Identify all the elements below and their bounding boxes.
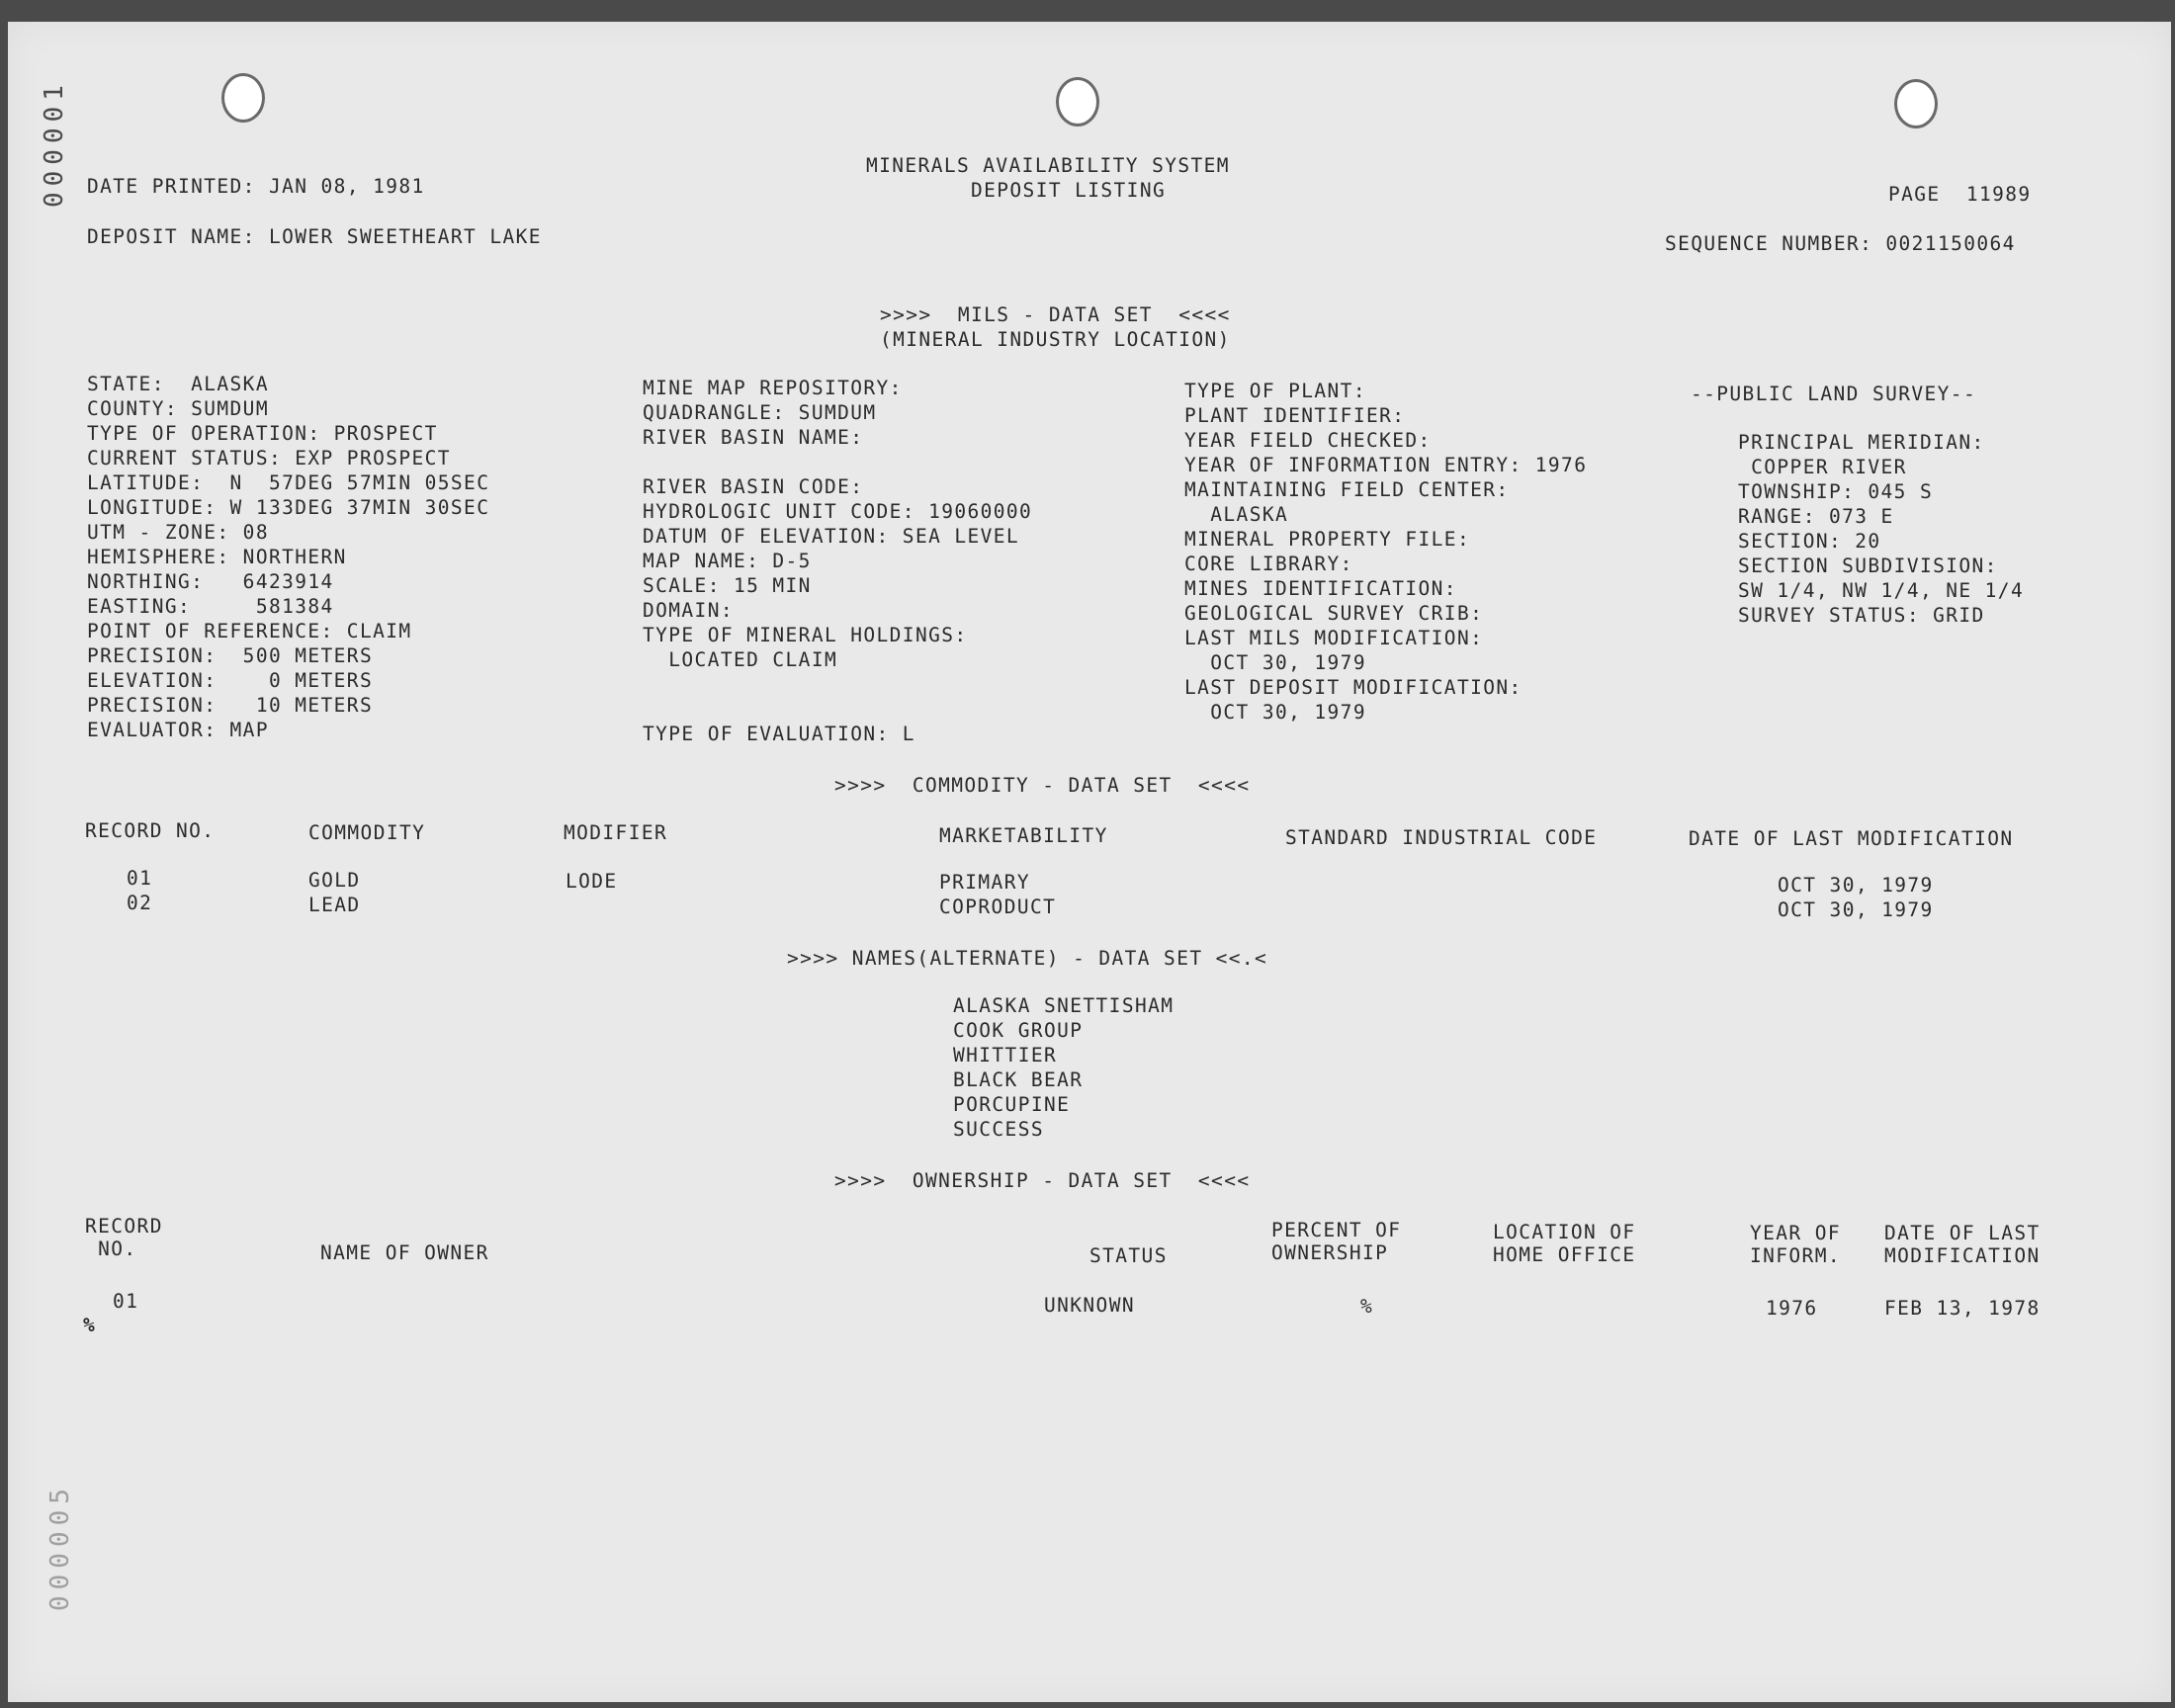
field-type-of-operation: TYPE OF OPERATION: PROSPECT bbox=[87, 422, 438, 445]
list-item: WHITTIER bbox=[953, 1044, 1058, 1067]
commodity-header-record-no: RECORD NO. bbox=[85, 819, 216, 842]
field-year-field-checked: YEAR FIELD CHECKED: bbox=[1184, 429, 1432, 452]
commodity-record-no: 02 bbox=[127, 892, 153, 914]
commodity-header-commodity: COMMODITY bbox=[308, 821, 426, 844]
document-page bbox=[8, 22, 2171, 1702]
system-title: MINERALS AVAILABILITY SYSTEM bbox=[866, 154, 1230, 177]
list-item: PORCUPINE bbox=[953, 1093, 1071, 1116]
ownership-header-date bbox=[1884, 1222, 2041, 1267]
list-item: SUCCESS bbox=[953, 1118, 1044, 1141]
header-line: YEAR OF bbox=[1750, 1222, 1841, 1244]
ownership-percent: % bbox=[1360, 1295, 1374, 1318]
commodity-header-date: DATE OF LAST MODIFICATION bbox=[1689, 827, 2014, 850]
field-evaluator: EVALUATOR: MAP bbox=[87, 719, 269, 741]
field-domain: DOMAIN: bbox=[643, 599, 734, 622]
field-year-of-information-entry: YEAR OF INFORMATION ENTRY: 1976 bbox=[1184, 454, 1588, 476]
blank-line bbox=[643, 450, 1032, 474]
mils-section-subtitle: (MINERAL INDUSTRY LOCATION) bbox=[880, 328, 1231, 351]
field-mine-map-repository: MINE MAP REPOSITORY: bbox=[643, 377, 903, 399]
field-type-of-evaluation: TYPE OF EVALUATION: L bbox=[643, 723, 915, 745]
field-river-basin-code: RIVER BASIN CODE: bbox=[643, 475, 864, 498]
field-point-of-reference: POINT OF REFERENCE: CLAIM bbox=[87, 620, 412, 642]
commodity-date: OCT 30, 1979 bbox=[1778, 898, 1934, 921]
field-county: COUNTY: SUMDUM bbox=[87, 397, 269, 420]
field-last-deposit-modification: LAST DEPOSIT MODIFICATION: bbox=[1184, 676, 1522, 699]
commodity-marketability: COPRODUCT bbox=[939, 896, 1057, 918]
field-principal-meridian: PRINCIPAL MERIDIAN: bbox=[1738, 431, 1985, 454]
commodity-modifier: LODE bbox=[566, 870, 618, 893]
mils-location-column bbox=[87, 372, 489, 742]
sequence-number: SEQUENCE NUMBER: 0021150064 bbox=[1665, 232, 2016, 255]
field-mines-identification: MINES IDENTIFICATION: bbox=[1184, 577, 1457, 600]
field-longitude: LONGITUDE: W 133DEG 37MIN 30SEC bbox=[87, 496, 490, 519]
field-maintaining-field-center: MAINTAINING FIELD CENTER: bbox=[1184, 478, 1510, 501]
field-elevation: ELEVATION: 0 METERS bbox=[87, 669, 374, 692]
field-survey-status: SURVEY STATUS: GRID bbox=[1738, 604, 1985, 627]
ownership-header-percent bbox=[1271, 1219, 1401, 1264]
field-section-subdivision: SECTION SUBDIVISION: bbox=[1738, 555, 1998, 577]
field-last-mils-modification-date: OCT 30, 1979 bbox=[1184, 651, 1366, 674]
field-type-of-plant: TYPE OF PLANT: bbox=[1184, 380, 1366, 402]
field-elevation-precision: PRECISION: 10 METERS bbox=[87, 694, 374, 717]
commodity-header-sic: STANDARD INDUSTRIAL CODE bbox=[1285, 826, 1598, 849]
field-core-library: CORE LIBRARY: bbox=[1184, 553, 1353, 575]
field-river-basin-name: RIVER BASIN NAME: bbox=[643, 426, 864, 449]
field-state: STATE: ALASKA bbox=[87, 373, 269, 395]
field-field-center-value: ALASKA bbox=[1184, 503, 1289, 526]
field-map-name: MAP NAME: D-5 bbox=[643, 550, 812, 572]
commodity-section-title: >>>> COMMODITY - DATA SET <<<< bbox=[834, 774, 1251, 797]
field-utm-zone: UTM - ZONE: 08 bbox=[87, 521, 269, 544]
field-scale: SCALE: 15 MIN bbox=[643, 574, 812, 597]
public-land-survey-column bbox=[1738, 430, 2024, 628]
field-mineral-property-file: MINERAL PROPERTY FILE: bbox=[1184, 528, 1471, 551]
field-geological-survey-crib: GEOLOGICAL SURVEY CRIB: bbox=[1184, 602, 1484, 625]
field-datum-of-elevation: DATUM OF ELEVATION: SEA LEVEL bbox=[643, 525, 1020, 548]
ownership-section-title: >>>> OWNERSHIP - DATA SET <<<< bbox=[834, 1169, 1251, 1192]
list-item: COOK GROUP bbox=[953, 1019, 1084, 1042]
field-hemisphere: HEMISPHERE: NORTHERN bbox=[87, 546, 347, 568]
field-latitude: LATITUDE: N 57DEG 57MIN 05SEC bbox=[87, 471, 490, 494]
ownership-year: 1976 bbox=[1766, 1297, 1818, 1320]
field-last-mils-modification: LAST MILS MODIFICATION: bbox=[1184, 627, 1484, 649]
alternate-names-list bbox=[953, 993, 1174, 1142]
blank-line bbox=[643, 672, 1032, 697]
commodity-name: GOLD bbox=[308, 869, 361, 892]
punch-hole-center bbox=[1056, 77, 1099, 127]
field-current-status: CURRENT STATUS: EXP PROSPECT bbox=[87, 447, 451, 470]
ownership-header-name: NAME OF OWNER bbox=[320, 1241, 489, 1264]
header-line: INFORM. bbox=[1750, 1244, 1841, 1267]
public-land-survey-title: --PUBLIC LAND SURVEY-- bbox=[1691, 383, 1977, 405]
field-type-of-mineral-holdings: TYPE OF MINERAL HOLDINGS: bbox=[643, 624, 968, 646]
field-easting: EASTING: 581384 bbox=[87, 595, 334, 618]
ownership-date: FEB 13, 1978 bbox=[1884, 1297, 2041, 1320]
commodity-name: LEAD bbox=[308, 894, 361, 916]
header-line: HOME OFFICE bbox=[1493, 1243, 1636, 1266]
listing-title: DEPOSIT LISTING bbox=[971, 179, 1167, 202]
gutter-control-number-top bbox=[42, 168, 67, 208]
ownership-header-record bbox=[85, 1215, 163, 1260]
commodity-date: OCT 30, 1979 bbox=[1778, 874, 1934, 897]
commodity-header-modifier: MODIFIER bbox=[564, 821, 668, 844]
field-last-deposit-modification-date: OCT 30, 1979 bbox=[1184, 701, 1366, 724]
ownership-header-status: STATUS bbox=[1089, 1244, 1168, 1267]
punch-hole-right bbox=[1894, 79, 1938, 128]
header-line: DATE OF LAST bbox=[1884, 1222, 2041, 1244]
header-line: PERCENT OF bbox=[1271, 1219, 1402, 1241]
field-hydrologic-unit-code: HYDROLOGIC UNIT CODE: 19060000 bbox=[643, 500, 1033, 523]
header-line: RECORD bbox=[85, 1215, 163, 1238]
ownership-record-no: 01 bbox=[113, 1290, 139, 1313]
field-section: SECTION: 20 bbox=[1738, 530, 1881, 553]
field-mineral-holdings-value: LOCATED CLAIM bbox=[643, 648, 838, 671]
blank-line bbox=[643, 697, 1032, 722]
field-township: TOWNSHIP: 045 S bbox=[1738, 480, 1934, 503]
field-northing: NORTHING: 6423914 bbox=[87, 570, 334, 593]
commodity-record-no: 01 bbox=[127, 867, 153, 890]
list-item: ALASKA SNETTISHAM bbox=[953, 994, 1174, 1017]
field-section-subdivision-value: SW 1/4, NW 1/4, NE 1/4 bbox=[1738, 579, 2025, 602]
field-range: RANGE: 073 E bbox=[1738, 505, 1894, 528]
field-plant-identifier: PLANT IDENTIFIER: bbox=[1184, 404, 1406, 427]
date-printed: DATE PRINTED: JAN 08, 1981 bbox=[87, 175, 425, 198]
commodity-header-marketability: MARKETABILITY bbox=[939, 824, 1108, 847]
deposit-name: DEPOSIT NAME: LOWER SWEETHEART LAKE bbox=[87, 225, 542, 248]
header-line: OWNERSHIP bbox=[1271, 1241, 1389, 1264]
commodity-marketability: PRIMARY bbox=[939, 871, 1030, 894]
mils-section-title: >>>> MILS - DATA SET <<<< bbox=[880, 303, 1231, 326]
ownership-record-marker: % bbox=[83, 1314, 97, 1336]
ownership-header-year bbox=[1750, 1222, 1841, 1267]
field-precision: PRECISION: 500 METERS bbox=[87, 644, 374, 667]
page-number: PAGE 11989 bbox=[1888, 183, 2032, 206]
mils-map-column bbox=[643, 376, 1032, 746]
header-line: NO. bbox=[85, 1238, 137, 1260]
field-principal-meridian-value: COPPER RIVER bbox=[1738, 456, 1907, 478]
ownership-header-location bbox=[1493, 1221, 1636, 1266]
header-line: LOCATION OF bbox=[1493, 1221, 1636, 1243]
names-section-title: >>>> NAMES(ALTERNATE) - DATA SET <<.< bbox=[787, 947, 1268, 970]
field-quadrangle: QUADRANGLE: SUMDUM bbox=[643, 401, 877, 424]
gutter-control-number-bottom bbox=[47, 1572, 73, 1611]
punch-hole-left bbox=[221, 73, 265, 123]
mils-plant-column bbox=[1184, 379, 1587, 725]
ownership-status: UNKNOWN bbox=[1044, 1294, 1135, 1317]
header-line: MODIFICATION bbox=[1884, 1244, 2041, 1267]
list-item: BLACK BEAR bbox=[953, 1068, 1084, 1091]
